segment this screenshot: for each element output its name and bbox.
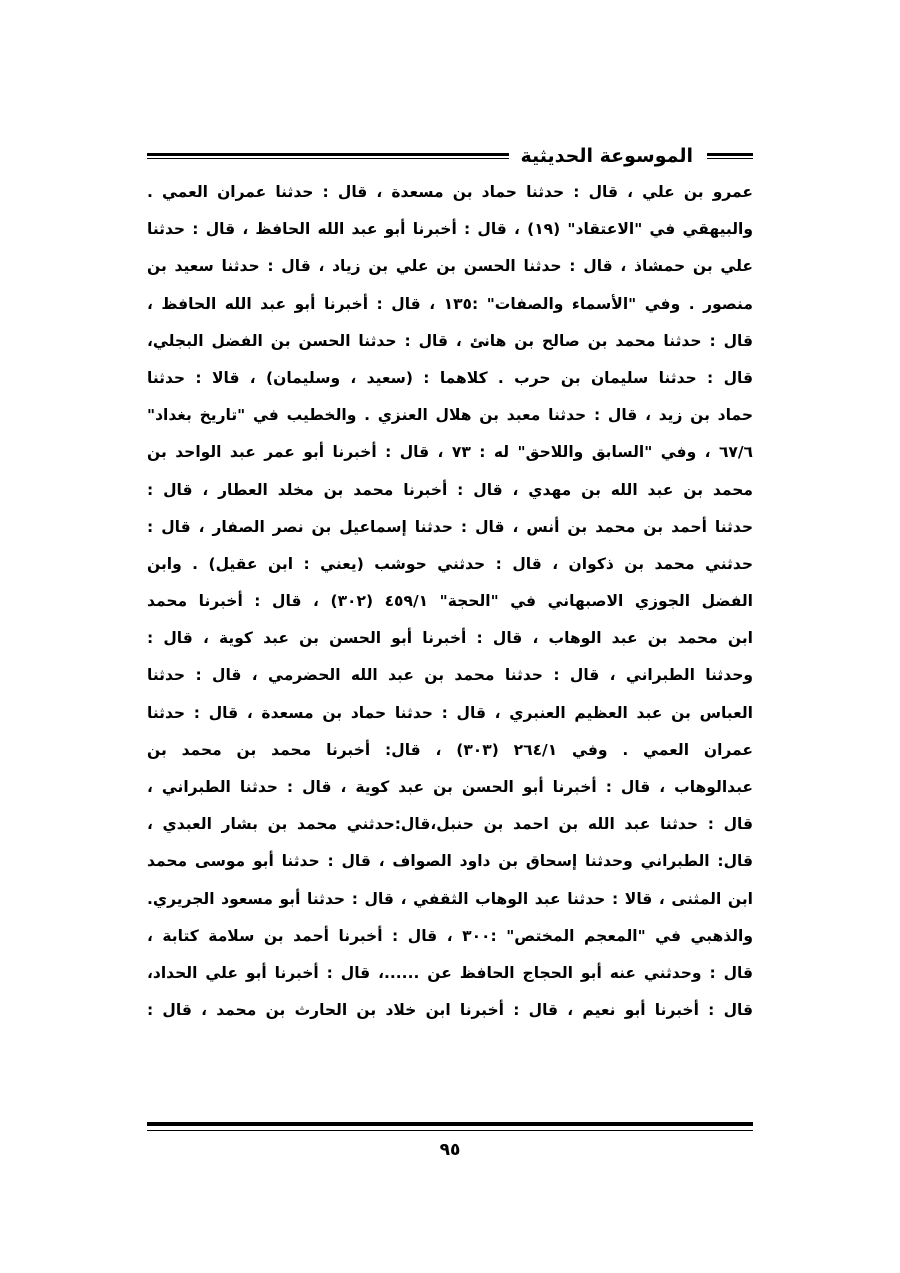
header-inner <box>147 145 753 167</box>
text-line: وحدثنا الطبراني ، قال : حدثنا محمد بن عبد الله الحضرمي ، قال : حدثنا <box>147 666 753 685</box>
text-line: والبيهقي في "الاعتقاد" (١٩) ، قال : أخبرنا أبو عبد الله الحافظ ، قال : حدثنا <box>147 220 753 239</box>
text-line: ابن المثنى ، قالا : حدثنا عبد الوهاب الثقفي ، قال : حدثنا أبو مسعود الجريري. <box>147 889 753 908</box>
page-header <box>147 140 753 172</box>
text-line: قال : حدثنا عبد الله بن احمد بن حنبل،قال:حدثني محمد بن بشار العبدي ، <box>147 815 753 834</box>
text-line: عمران العمي . وفي ٢٦٤/١ (٣٠٣) ، قال: أخبرنا محمد بن محمد بن <box>147 740 753 759</box>
text-line: ابن محمد بن عبد الوهاب ، قال : أخبرنا أبو الحسن بن عبد كوية ، قال : <box>147 629 753 648</box>
text-line: قال: الطبراني وحدثنا إسحاق بن داود الصواف ، قال : حدثنا أبو موسى محمد <box>147 852 753 871</box>
footer-rule-thick <box>147 1122 753 1126</box>
header-rule-right <box>707 153 753 159</box>
text-line: عبدالوهاب ، قال : أخبرنا أبو الحسن بن عبد كوية ، قال : حدثنا الطبراني ، <box>147 778 753 796</box>
footer-rule-thin <box>147 1130 753 1131</box>
text-line: قال : حدثنا محمد بن صالح بن هانئ ، قال : حدثنا الحسن بن الفضل البجلي، <box>147 331 753 350</box>
text-line: حدثنا أحمد بن محمد بن أنس ، قال : حدثنا إسماعيل بن نصر الصفار ، قال : <box>147 517 753 536</box>
header-rule-left <box>147 153 509 159</box>
book-title: الموسوعة الحديثية <box>520 145 693 167</box>
text-line: منصور . وفي "الأسماء والصفات" :١٣٥ ، قال : أخبرنا أبو عبد الله الحافظ ، <box>147 294 753 313</box>
text-line: حماد بن زيد ، قال : حدثنا معبد بن هلال العنزي . والخطيب في "تاريخ بغداد" <box>147 406 753 425</box>
text-line: والذهبي في "المعجم المختص" :٣٠٠ ، قال : أخبرنا أحمد بن سلامة كتابة ، <box>147 926 753 945</box>
text-line: قال : أخبرنا أبو نعيم ، قال : أخبرنا ابن خلاد بن الحارث بن محمد ، قال : <box>147 1001 753 1020</box>
text-line: حدثني محمد بن ذكوان ، قال : حدثني حوشب (يعني : ابن عقيل) . وابن <box>147 554 753 573</box>
text-line: ٦٧/٦ ، وفي "السابق واللاحق" له : ٧٣ ، قال : أخبرنا أبو عمر عبد الواحد بن <box>147 443 753 462</box>
text-line: محمد بن عبد الله بن مهدي ، قال : أخبرنا محمد بن مخلد العطار ، قال : <box>147 480 753 499</box>
text-line: علي بن حمشاذ ، قال : حدثنا الحسن بن علي بن زياد ، قال : حدثنا سعيد بن <box>147 257 753 276</box>
text-line: قال : حدثنا سليمان بن حرب . كلاهما : (سعيد ، وسليمان) ، قالا : حدثنا <box>147 368 753 387</box>
text-line: قال : وحدثني عنه أبو الحجاج الحافظ عن ......، قال : أخبرنا أبو علي الحداد، <box>147 963 753 982</box>
text-line: عمرو بن علي ، قال : حدثنا حماد بن مسعدة ، قال : حدثنا عمران العمي . <box>147 183 753 201</box>
text-line: العباس بن عبد العظيم العنبري ، قال : حدثنا حماد بن مسعدة ، قال : حدثنا <box>147 703 753 722</box>
body-text <box>147 174 753 1029</box>
page-number: ٩٥ <box>439 1140 461 1160</box>
text-line: الفضل الجوزي الاصبهاني في "الحجة" ٤٥٩/١ (٣٠٢) ، قال : أخبرنا محمد <box>147 592 753 611</box>
